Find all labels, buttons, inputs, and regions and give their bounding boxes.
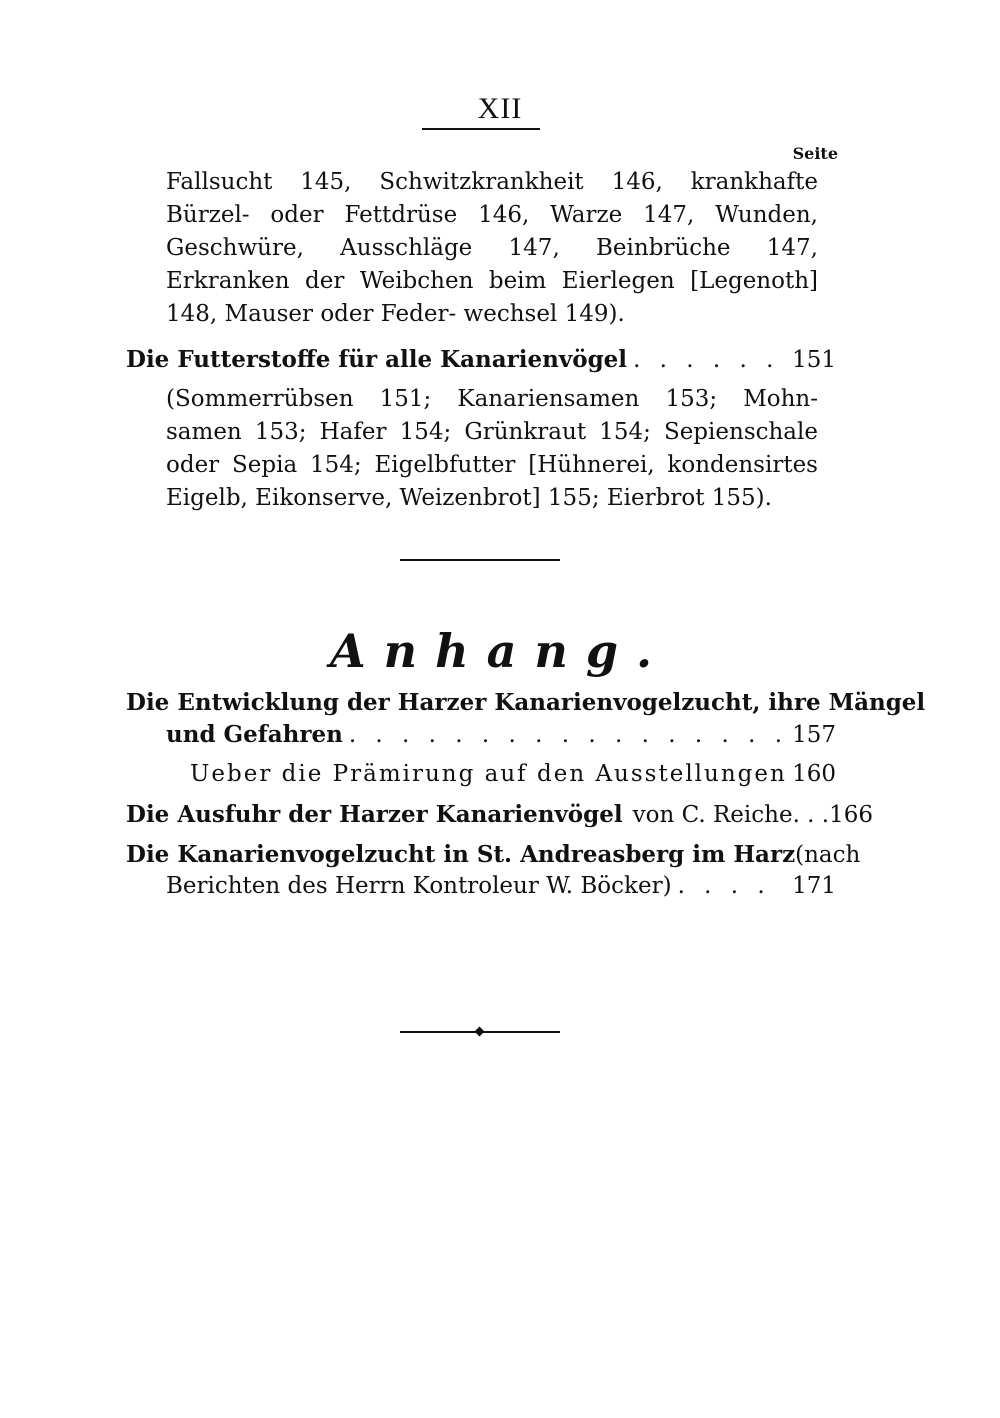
ornament-diamond-icon: [475, 1027, 485, 1037]
appendix-entry-2-page: 160: [792, 761, 836, 787]
appendix-entry-4-line1: [126, 838, 861, 872]
appendix-heading: Anhang.: [329, 624, 670, 678]
appendix-entry-1-title-line2: und Gefahren: [166, 721, 343, 748]
toc-entry-page: 151: [792, 347, 836, 373]
appendix-entry-4: [166, 870, 836, 903]
futterstoffe-details: (Sommerrübsen 151; Kanariensamen 153; Mohn- samen 153; Hafer 154; Grünkraut 154; Sepienschale oder Sepia 154; Eigelbfutter [Hühnerei, kondensirtes Eigelb, Eikonserve, Weizenbrot] 155; Eierbrot 155).: [166, 386, 818, 511]
appendix-entry-1-title-line1: Die Entwicklung der Harzer Kanarienvogelzucht, ihre Mängel: [126, 689, 926, 716]
appendix-entry-4-title-suffix: (nach: [795, 842, 861, 868]
appendix-entry-1-page: 157: [792, 722, 836, 748]
page-number-underline: [422, 128, 540, 130]
toc-entry-title: Die Futterstoffe für alle Kanarienvögel: [126, 346, 628, 373]
appendix-entry-1: [166, 718, 836, 752]
continued-entry-text: Fallsucht 145, Schwitzkrankheit 146, krankhafte Bürzel- oder Fettdrüse 146, Warze 147, Wunden, Geschwüre, Ausschläge 147, Beinbrüche 147, Erkranken der Weibchen beim Eierlegen [Legenoth] 148, Mauser oder Feder- wechsel 149).: [166, 169, 818, 327]
dot-leader: [349, 719, 786, 752]
appendix-entry-4-title-line2: Berichten des Herrn Kontroleur W. Böcker): [166, 873, 672, 899]
appendix-entry-4-page: 171: [792, 873, 836, 899]
appendix-entry-3-title: Die Ausfuhr der Harzer Kanarienvögel: [126, 801, 623, 828]
appendix-entry-4-title-line1: Die Kanarienvogelzucht in St. Andreasberg im Harz: [126, 841, 796, 868]
dot-leader: [678, 870, 787, 903]
page-number: XII: [477, 92, 523, 125]
appendix-entry-2: [190, 758, 836, 791]
appendix-entry-3: [126, 798, 874, 832]
end-ornament: [400, 1028, 560, 1036]
appendix-entry-2-title: Ueber die Prämirung auf den Ausstellungen: [190, 761, 787, 787]
toc-entry-futterstoffe: [126, 343, 836, 377]
appendix-entry-3-author: von C. Reiche. . .: [632, 802, 830, 828]
appendix-entry-3-page: 166: [829, 802, 874, 828]
page-column-label: Seite: [792, 144, 838, 163]
dot-leader: [633, 344, 786, 377]
section-divider: [400, 559, 560, 561]
